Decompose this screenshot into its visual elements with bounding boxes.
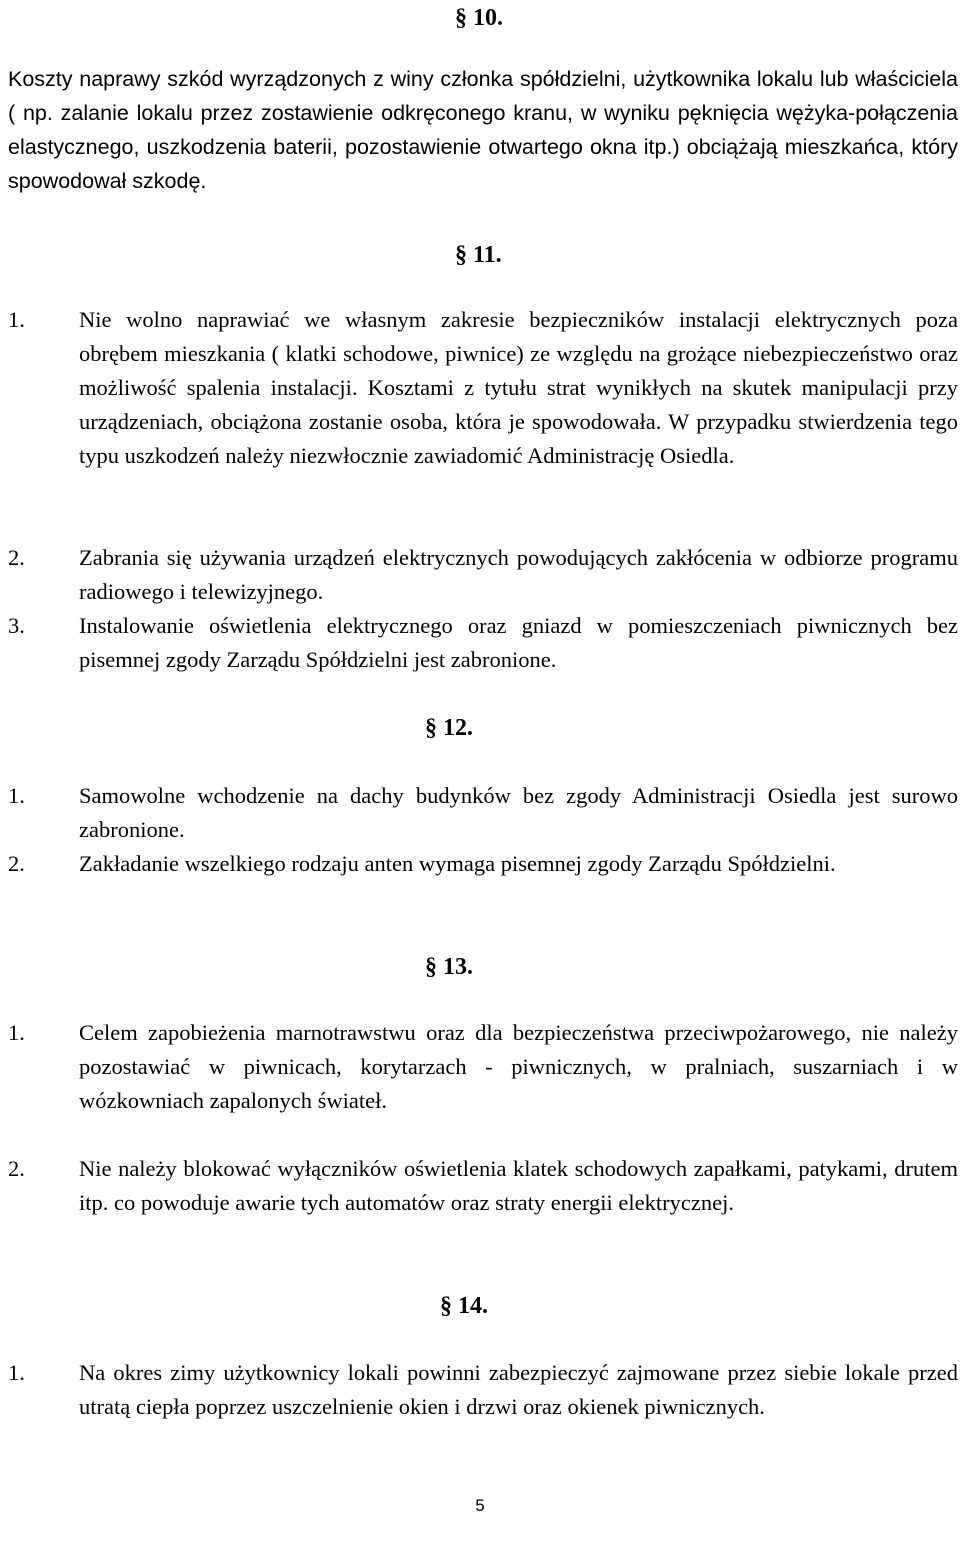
section-12-item-1 bbox=[8, 779, 958, 847]
item-number: 2. bbox=[8, 545, 25, 570]
item-text: Zabrania się używania urządzeń elektrycznych powodujących zakłócenia w odbiorze programu radiowego i telewizyjnego. bbox=[79, 545, 958, 604]
item-number: 2. bbox=[8, 1156, 25, 1181]
section-11-item-1 bbox=[8, 303, 958, 473]
section-11-heading: § 11. bbox=[455, 242, 502, 268]
item-number: 1. bbox=[8, 783, 25, 808]
item-number: 2. bbox=[8, 851, 25, 876]
item-number: 1. bbox=[8, 307, 25, 332]
section-11-item-2 bbox=[8, 541, 958, 609]
item-text: Na okres zimy użytkownicy lokali powinni zabezpieczyć zajmowane przez siebie lokale przed utratą ciepła poprzez uszczelnienie okien i drzwi oraz okienek piwnicznych. bbox=[79, 1360, 958, 1419]
section-10-heading: § 10. bbox=[455, 5, 503, 31]
page-number: 5 bbox=[475, 1496, 485, 1515]
section-12-item-2 bbox=[8, 847, 958, 881]
item-number: 1. bbox=[8, 1360, 25, 1385]
section-13-item-1 bbox=[8, 1016, 958, 1118]
section-13-item-2 bbox=[8, 1152, 958, 1220]
item-text: Nie należy blokować wyłączników oświetlenia klatek schodowych zapałkami, patykami, drutem itp. co powoduje awarie tych automatów oraz straty energii elektrycznej. bbox=[79, 1156, 958, 1215]
section-14-item-1 bbox=[8, 1356, 958, 1424]
item-number: 3. bbox=[8, 613, 25, 638]
item-text: Samowolne wchodzenie na dachy budynków bez zgody Administracji Osiedla jest surowo zabronione. bbox=[79, 783, 958, 842]
item-text: Celem zapobieżenia marnotrawstwu oraz dla bezpieczeństwa przeciwpożarowego, nie należy pozostawiać w piwnicach, korytarzach - piwnicznych, w pralniach, suszarniach i w wózkowniach zapalonych świateł. bbox=[79, 1020, 958, 1113]
section-10-paragraph: Koszty naprawy szkód wyrządzonych z winy członka spółdzielni, użytkownika lokalu lub właściciela ( np. zalanie lokalu przez zostawienie odkręconego kranu, w wyniku pęknięcia wężyka-połączenia elastycznego, uszkodzenia baterii, pozostawienie otwartego okna itp.) obciążają mieszkańca, który spowodował szkodę. bbox=[8, 67, 958, 193]
item-text: Zakładanie wszelkiego rodzaju anten wymaga pisemnej zgody Zarządu Spółdzielni. bbox=[79, 851, 836, 876]
section-13-heading: § 13. bbox=[425, 954, 473, 980]
item-text: Nie wolno naprawiać we własnym zakresie bezpieczników instalacji elektrycznych poza obrębem mieszkania ( klatki schodowe, piwnice) ze względu na grożące niebezpieczeństwo oraz możliwość spalenia instalacji. Kosztami z tytułu strat wynikłych na skutek manipulacji przy urządzeniach, obciążona zostanie osoba, która je spowodowała. W przypadku stwierdzenia tego typu uszkodzeń należy niezwłocznie zawiadomić Administrację Osiedla. bbox=[79, 307, 958, 468]
item-number: 1. bbox=[8, 1020, 25, 1045]
section-14-heading: § 14. bbox=[440, 1293, 488, 1319]
item-text: Instalowanie oświetlenia elektrycznego oraz gniazd w pomieszczeniach piwnicznych bez pisemnej zgody Zarządu Spółdzielni jest zabronione. bbox=[79, 613, 958, 672]
section-11-item-3 bbox=[8, 609, 958, 677]
section-12-heading: § 12. bbox=[425, 715, 473, 741]
